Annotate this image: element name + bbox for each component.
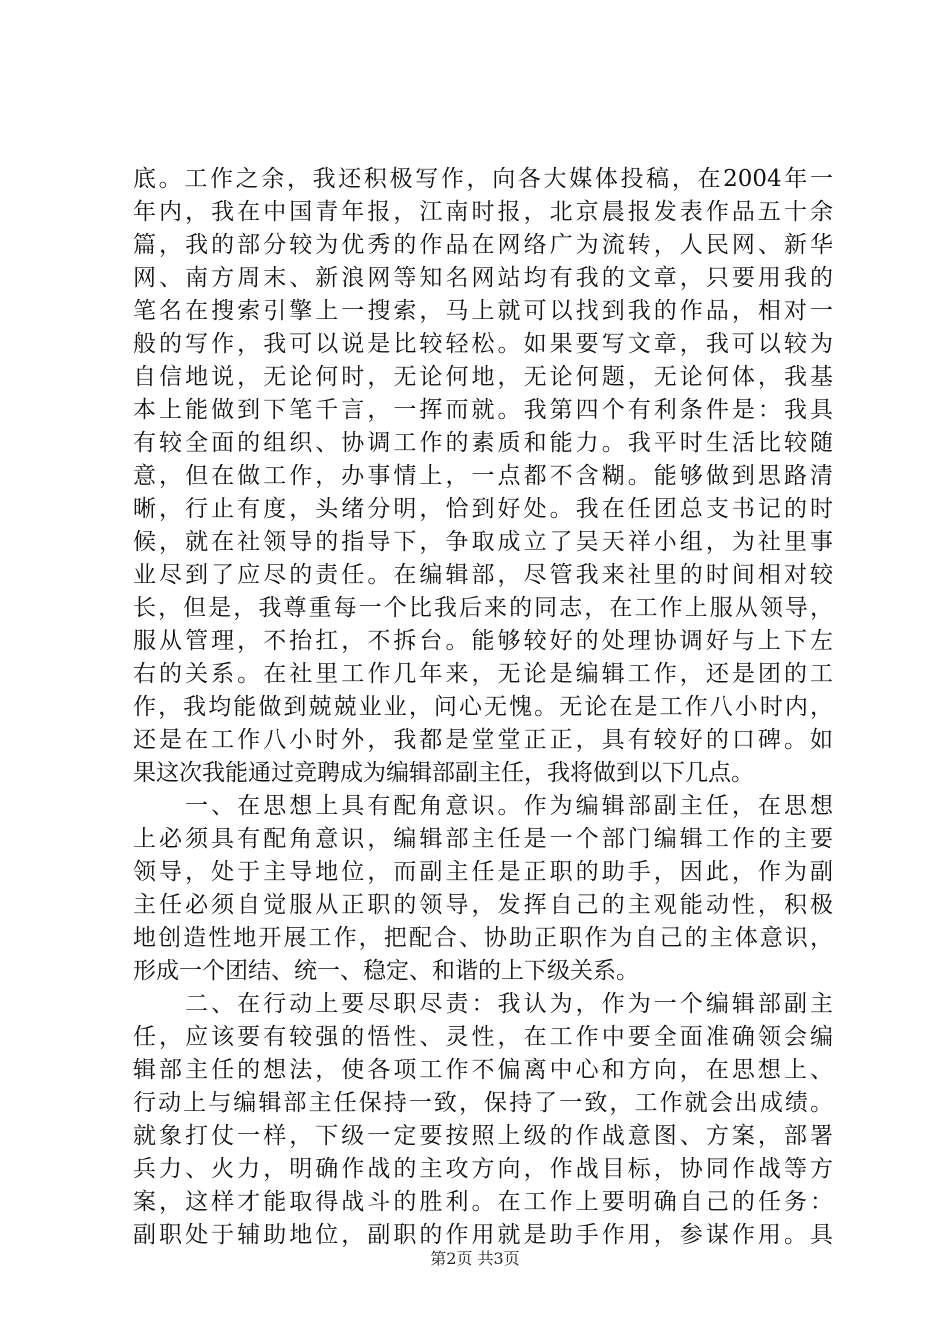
text-line: 一、在思想上具有配角意识。作为编辑部副主任，在思想: [133, 793, 833, 819]
text-line: 领导，处于主导地位，而副主任是正职的助手，因此，作为副: [133, 859, 833, 885]
text-line: 年内，我在中国青年报，江南时报，北京晨报发表作品五十余: [133, 199, 833, 225]
text-line: 上必须具有配角意识，编辑部主任是一个部门编辑工作的主要: [133, 826, 833, 852]
text-line: 还是在工作八小时外，我都是堂堂正正，具有较好的口碑。如: [133, 727, 833, 753]
text-line: 本上能做到下笔千言，一挥而就。我第四个有利条件是：我具: [133, 397, 833, 423]
text-line: 服从管理，不抬扛，不拆台。能够较好的处理协调好与上下左: [133, 628, 833, 654]
text-line: 案，这样才能取得战斗的胜利。在工作上要明确自己的任务：: [133, 1189, 833, 1215]
text-line: 篇，我的部分较为优秀的作品在网络广为流转，人民网、新华: [133, 232, 833, 258]
text-line: 作，我均能做到兢兢业业，问心无愧。无论在是工作八小时内，: [133, 694, 833, 720]
text-line: 主任必须自觉服从正职的领导，发挥自己的主观能动性，积极: [133, 892, 833, 918]
text-line: 候，就在社领导的指导下，争取成立了吴天祥小组，为社里事: [133, 529, 833, 555]
text-line: 形成一个团结、统一、稳定、和谐的上下级关系。: [133, 958, 639, 984]
text-line: 右的关系。在社里工作几年来，无论是编辑工作，还是团的工: [133, 661, 833, 687]
text-line: 业尽到了应尽的责任。在编辑部，尽管我来社里的时间相对较: [133, 562, 833, 588]
text-line: 行动上与编辑部主任保持一致，保持了一致，工作就会出成绩。: [133, 1090, 833, 1116]
text-line: 网、南方周末、新浪网等知名网站均有我的文章，只要用我的: [133, 265, 833, 291]
text-line: 二、在行动上要尽职尽责：我认为，作为一个编辑部副主: [133, 991, 833, 1017]
text-line: 底。工作之余，我还积极写作，向各大媒体投稿，在2004年一: [133, 166, 833, 192]
page-footer: 第2页 共3页: [430, 1249, 520, 1268]
text-line: 般的写作，我可以说是比较轻松。如果要写文章，我可以较为: [133, 331, 833, 357]
text-line: 有较全面的组织、协调工作的素质和能力。我平时生活比较随: [133, 430, 833, 456]
text-line: 长，但是，我尊重每一个比我后来的同志，在工作上服从领导，: [133, 595, 833, 621]
text-line: 笔名在搜索引擎上一搜索，马上就可以找到我的作品，相对一: [133, 298, 833, 324]
text-line: 就象打仗一样，下级一定要按照上级的作战意图、方案，部署: [133, 1123, 833, 1149]
text-line: 辑部主任的想法，使各项工作不偏离中心和方向，在思想上、: [133, 1057, 833, 1083]
text-line: 意，但在做工作，办事情上，一点都不含糊。能够做到思路清: [133, 463, 833, 489]
text-line: 地创造性地开展工作，把配合、协助正职作为自己的主体意识，: [133, 925, 833, 951]
text-line: 自信地说，无论何时，无论何地，无论何题，无论何体，我基: [133, 364, 833, 390]
text-line: 兵力、火力，明确作战的主攻方向，作战目标，协同作战等方: [133, 1156, 833, 1182]
text-line: 任，应该要有较强的悟性、灵性，在工作中要全面准确领会编: [133, 1024, 833, 1050]
text-line: 果这次我能通过竞聘成为编辑部副主任，我将做到以下几点。: [133, 760, 754, 786]
body-text: [133, 163, 833, 1252]
text-line: 晰，行止有度，头绪分明，恰到好处。我在任团总支书记的时: [133, 496, 833, 522]
text-line: 副职处于辅助地位，副职的作用就是助手作用，参谋作用。具: [133, 1222, 833, 1248]
